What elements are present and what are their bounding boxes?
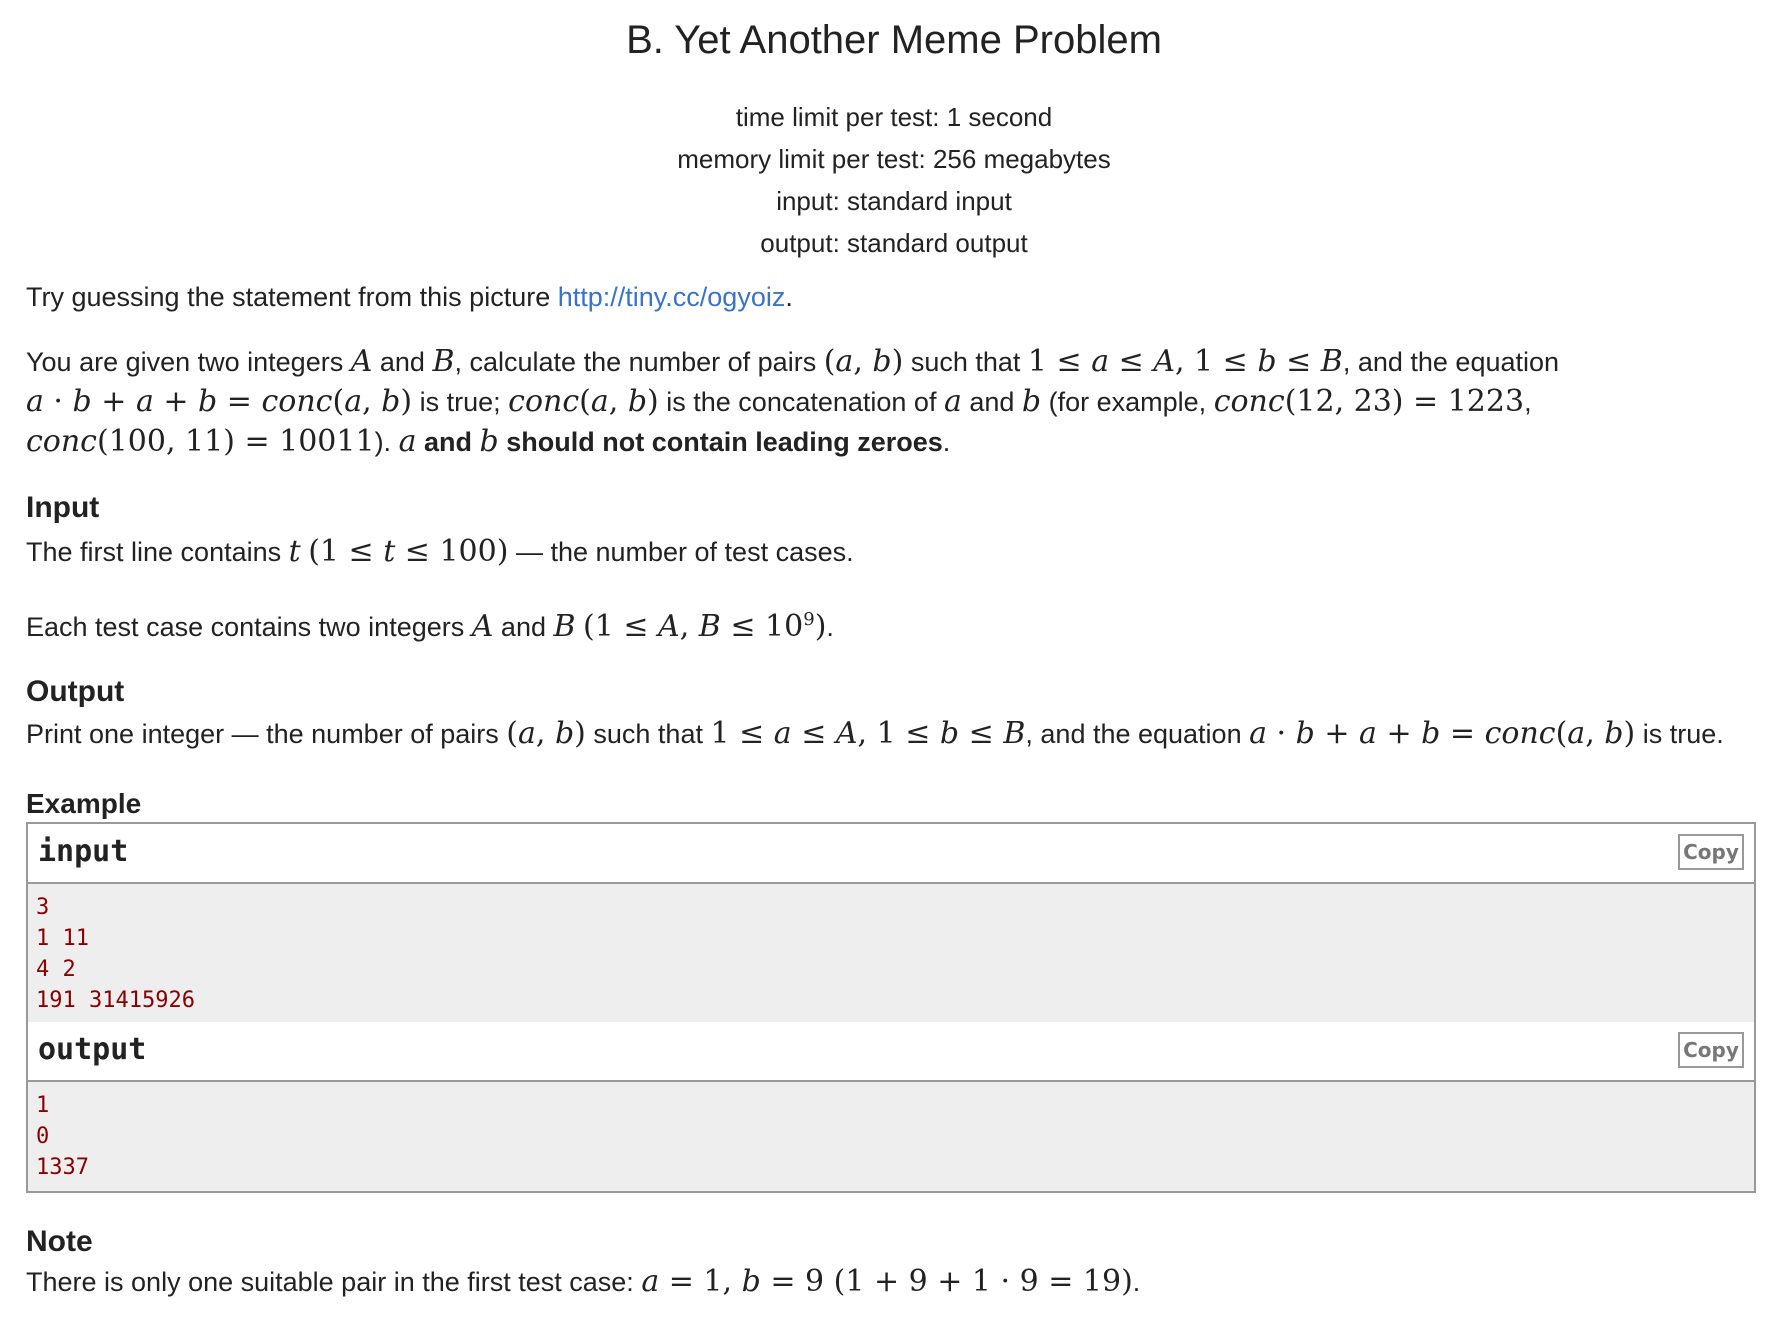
example-input-box	[26, 822, 1756, 1026]
output-line: 0	[36, 1124, 50, 1149]
input-line: 191 31415926	[36, 988, 195, 1013]
example-input-label: input	[38, 834, 129, 869]
input-section-title: Input	[26, 491, 100, 524]
example-output-box	[26, 1022, 1756, 1193]
problem-header	[0, 18, 1762, 264]
example-input-body[interactable]	[28, 884, 1754, 1024]
statement-intro: Try guessing the statement from this picture http://tiny.cc/ogyoiz.	[26, 282, 793, 312]
picture-link[interactable]: http://tiny.cc/ogyoiz	[557, 282, 786, 312]
problem-limits	[26, 96, 1762, 264]
problem-title: B. Yet Another Meme Problem	[626, 18, 1162, 62]
example-output-body[interactable]	[28, 1082, 1754, 1191]
statement-intro-text: Try guessing the statement from this picture	[26, 282, 558, 312]
input-desc-2: Each test case contains two integers A and B (1 ≤ A, $B \le 10^9$).	[26, 609, 834, 644]
output-line: 1337	[36, 1155, 89, 1180]
time-limit: time limit per test: 1 second	[735, 102, 1053, 132]
input-type: input: standard input	[776, 186, 1012, 216]
copy-output-button[interactable]: Copy	[1678, 1032, 1744, 1068]
problem-page	[26, 0, 1762, 819]
output-desc: Print one integer — the number of pairs (a, b) such that 1 ≤ a ≤ A, 1 ≤ b ≤ B, and the equation a · b + a + b = conc(a, b) is true.	[26, 716, 1724, 751]
output-line: 1	[36, 1093, 50, 1118]
memory-limit: memory limit per test: 256 megabytes	[677, 144, 1111, 174]
example-section-title: Example	[26, 788, 142, 819]
output-type: output: standard output	[760, 228, 1028, 258]
example-output-label: output	[38, 1032, 147, 1067]
copy-input-button[interactable]: Copy	[1678, 834, 1744, 870]
statement-body: You are given two integers A and B, calculate the number of pairs (a, b) such that 1 ≤ a ≤ A, 1 ≤ b ≤ B, and the equation a · b + a + b = conc(a, b) is true; conc(a, b) is the concatenation of a and b (for example, conc(12, 23) = 1223, conc(100, 11) = 10011). a and b should not contain leading zeroes.	[26, 344, 1560, 459]
note-text: There is only one suitable pair in the first test case: a = 1, b = 9 (1 + 9 + 1 · 9 = 19).	[26, 1264, 1141, 1299]
input-line: 3	[36, 895, 50, 920]
example-output-header	[28, 1022, 1754, 1082]
example-input-header	[28, 824, 1754, 884]
output-section-title: Output	[26, 675, 125, 708]
note-section-title: Note	[26, 1225, 93, 1258]
input-line: 1 11	[36, 926, 89, 951]
input-desc-1: The first line contains t (1 ≤ t ≤ 100) — the number of test cases.	[26, 534, 854, 569]
input-line: 4 2	[36, 957, 76, 982]
